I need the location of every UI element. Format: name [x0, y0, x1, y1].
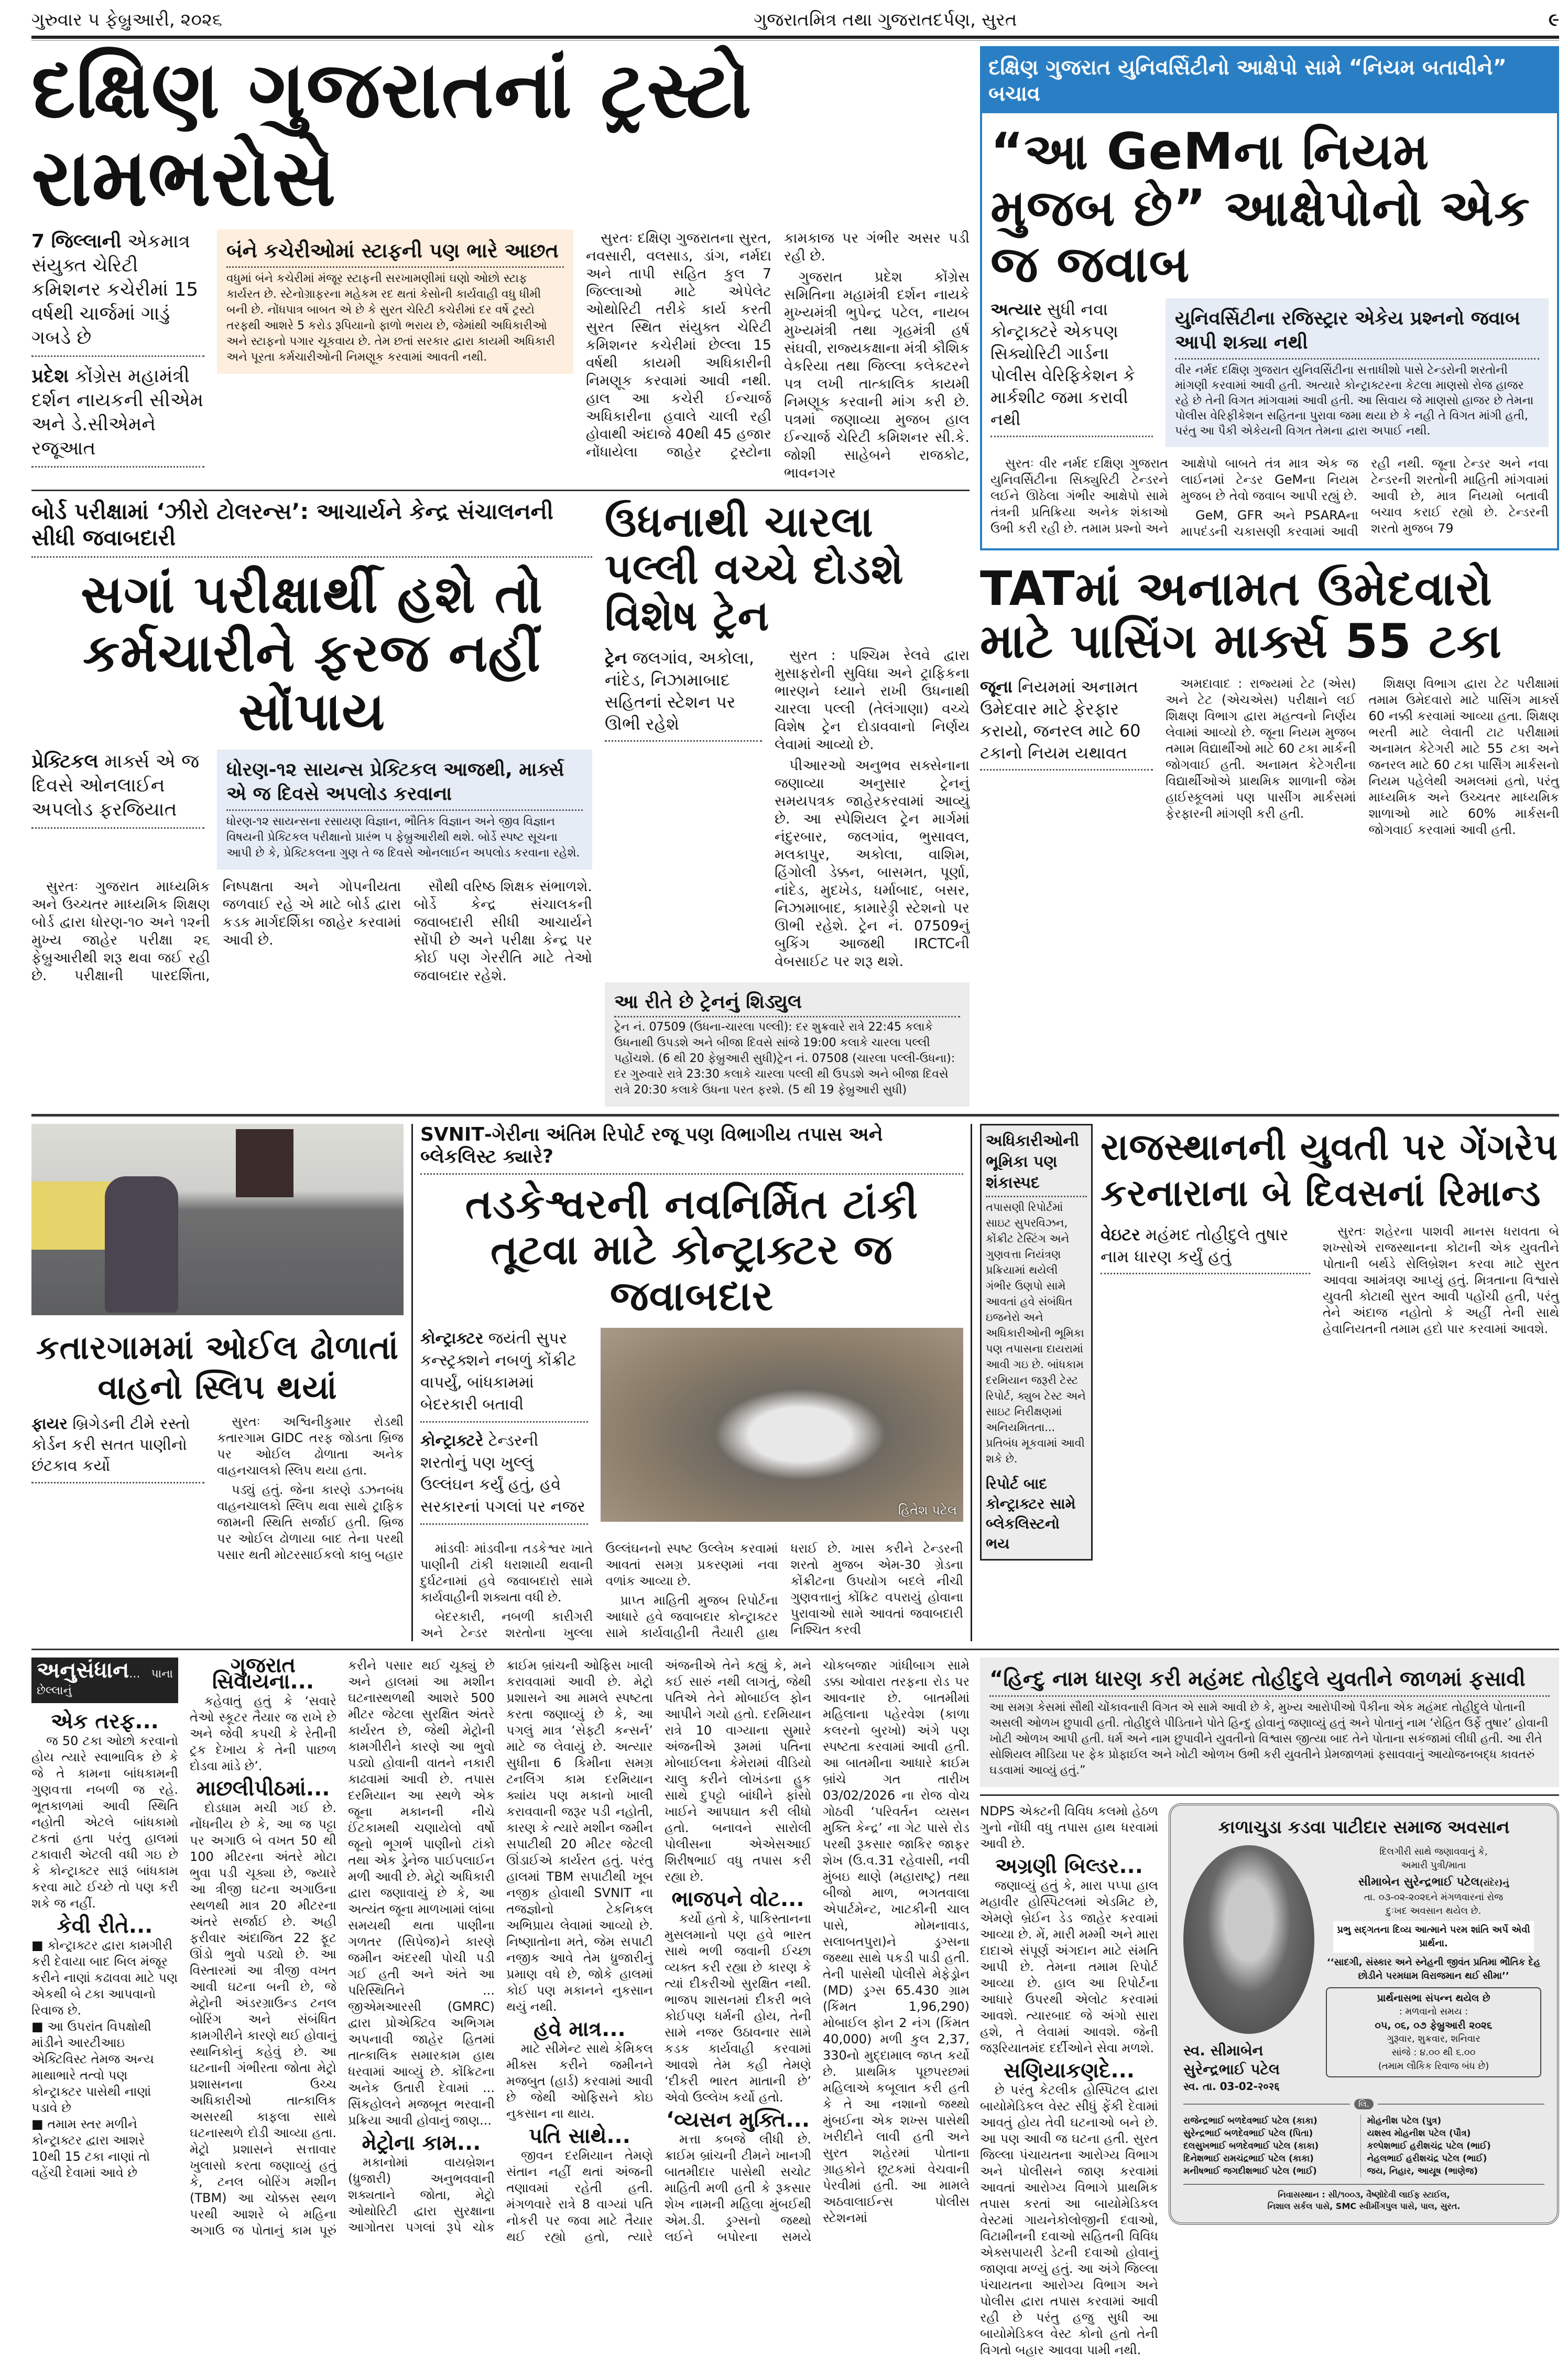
page-header: [31, 9, 1559, 30]
address-line: નિવાસસ્થાન : સી/૧૦૦૩, વૈષ્ણોદેવી લાઈફ સ્ટાઈલ,: [1278, 2189, 1450, 2200]
divider: [986, 1196, 1087, 1197]
schedule-text: ટ્રેન નં. 07509 (ઉધના-ચારલા પલ્લી): દર શુક્રવારે રાત્રે 22:45 કલાકે ઉધનાથી ઉપડશે અને બીજા દિવસે સાંજે 19:00 કલાકે ચારલા પલ્લી પહોંચશે. (6 થી 20 ફેબ્રુઆરી સુધી)ટ્રેન નં. 07508 (ચારલા પલ્લી-ઉધના): દર ગુરુવારે રાત્રે 23:30 કલાકે ચારલા પલ્લી થી ઉપડશે અને બીજા દિવસે રાત્રે 20:30 કલાકે ઉધના પરત ફરશે. (5 થી 19 ફેબ્રુઆરી સુધી): [614, 1020, 955, 1097]
caption-date: સ્વ. તા. 03-02-२०२६: [1183, 2079, 1280, 2093]
label-main: અનુસંધાન: [37, 1656, 129, 1683]
paragraph: ગુજરાત પ્રદેશ કોંગ્રેસ સમિતિના મહામંત્રી દર્શન નાયકે મુખ્યમંત્રી ભુપેન્દ્ર પટેલ, નાયબ મુખ્યમંત્રી તથા ગૃહમંત્રી હર્ષ સંઘવી, રાજ્યકક્ષાના મંત્રી કૌશિક વેકરિયા તથા જિલ્લા કલેક્ટરને પત્ર લખી તાત્કાલિક કાયમી નિમણૂક કરવાની માંગ કરી છે. પત્રમાં જણાવ્યા મુજબ હાલ ઈન્ચાર્જ ચેરિટી કમિશનર સી.કે. જોશી સાહેબને રાજકોટ, ભાવનગર: [784, 269, 970, 481]
sabha-note: (તમામ લૌકિક રિવાજ બંધ છે): [1378, 2060, 1489, 2072]
family-member: નેહલભાઈ હરીશચંદ્ર પટેલ (ભાઈ): [1367, 2153, 1487, 2164]
li-marker: લિ.: [1354, 2099, 1374, 2109]
continuations-section: [31, 1653, 970, 2245]
right-continuation-column: [980, 1803, 1158, 2362]
gem-story-body: [982, 447, 1557, 548]
intro-line: દિલગીરી સાથે જણાવવાનું કે,: [1379, 1846, 1488, 1857]
divider: [1101, 1273, 1310, 1274]
highlight-text: એકમાત્ર સંયુક્ત ચેરિટી કમિશનર કચેરીમાં 15 વર્ષથી ચાર્જમાં ગાડું ગબડે છે: [31, 231, 199, 349]
divider-line: [1183, 2104, 1350, 2105]
newspaper-name: ગુજરાતમિત્ર તથા ગુજરાતદર્પણ, સુરત: [754, 9, 1017, 30]
continuation-title: કેવી રીતે...: [57, 1913, 153, 1938]
board-story-grid: [31, 750, 592, 870]
katargam-body: [217, 1414, 404, 1566]
highlight: [31, 364, 204, 461]
obituary-title: કાળાચુડા કડવા પાટીદાર સમાજ અવસાન: [1218, 1816, 1510, 1838]
continuation-title: સણિયાકણદે...: [1004, 2058, 1135, 2083]
katargam-story: [31, 1124, 404, 1566]
broken-tank-photo: [601, 1328, 963, 1522]
family-member: સુરેન્દ્રભાઈ બળદેવભાઈ પટેલ (પિતા): [1183, 2128, 1313, 2139]
highlight-lead: પ્રેક્ટિકલ: [31, 751, 99, 772]
obituary-message: [1323, 1845, 1544, 2082]
highlight-text: જલગાંવ, અકોલા, નાંદેડ, નિઝામાબાદ સહિતનાં સ્ટેશન પર ઊભી રહેશે: [605, 647, 755, 734]
train-story-grid: [605, 647, 970, 974]
obituary-advertisement: [1169, 1803, 1559, 2225]
paragraph: NDPS એક્ટની વિવિધ કલમો હેઠળ ગુનો નોંધી વધુ તપાસ હાથ ધરવામાં આવી છે.: [980, 1803, 1158, 1851]
box-text: તપાસણી રિપોર્ટમાં સાઇટ સુપરવિઝન, કોંક્રીટ ટેસ્ટિંગ અને ગુણવત્તા નિયંત્રણ પ્રક્રિયામાં થયેલી ગંભીર ઉણપો સામે આવતાં હવે સંબંધિત ઇજનેરો અને અધિકારીઓની ભૂમિકા પણ તપાસના દાયરામાં આવી ગઇ છે. બાંધકામ દરમિયાન જરૂરી ટેસ્ટ રિપોર્ટ, ક્યુબ ટેસ્ટ અને સાઇટ નિરીક્ષણમાં અનિયમિતતા... પ્રતિબંધ મૂકવામાં આવી શકે છે.: [986, 1200, 1086, 1465]
paragraph: GeM, GFR અને PSARAના માપદંડની ચકાસણી કરવામાં આવી રહી નથી. જૂના ટેન્ડર અને નવા ટેન્ડરની શરતોની માહિતી માંગવામાં આવી છે, માત્ર નિયમો બતાવી બચાવ કરાઈ રહ્યો છે. ટેન્ડરની શરતો મુજબ 79: [1181, 456, 1549, 539]
box-title: અધિકારીઓની ભૂમિકા પણ શંકાસ્પદ: [986, 1131, 1080, 1192]
right-bottom-grid: [980, 1803, 1559, 2362]
portrait-caption: [1183, 2041, 1314, 2094]
highlight-text: કોંગ્રેસ મહામંત્રી દર્શન નાયકની સીએમ અને ડે.સીએમને રજૂઆત: [31, 365, 204, 459]
sabha-title: પ્રાર્થનાસભા સંપન્ન થયેલ છે: [1377, 1992, 1490, 2004]
highlight-text: સુધી નવા કોન્ટ્રાક્ટરે એકપણ સિક્યોરિટી ગાર્ડના પોલીસ વેરિફિકેશન કે માર્કશીટ જમા કરાવી નથી: [990, 299, 1135, 429]
continuations-label: [31, 1658, 178, 1703]
rajasthan-headline: રાજસ્થાનની યુવતી પર ગેંગરેપ કરનારાના બે દિવસનાં રિમાન્ડ: [1101, 1125, 1559, 1215]
family-member: મોહનીશ પટેલ (પુત્ર): [1367, 2115, 1442, 2126]
continuation-text: કહેવાતું હતું કે ‘સવારે તેઓ સ્કૂટર તૈયાર જ રાખે છે અને જેવી કપચી કે રેતીની ટ્રક દેખાય કે તેની પાછળ દોડવા માંડે છે’.: [190, 1693, 336, 1773]
tadkeshwar-tank-story: [411, 1124, 972, 1641]
section-rule: [31, 1114, 1559, 1117]
quote-text: ‘‘સાદગી, સંસ્કાર અને સ્નેહની જીવંત પ્રતિમા ભૌતિક દેહ છોડીને પરમધામ વિરાજમાન થઈ સીમા’’: [1326, 1956, 1541, 1981]
highlight-lead: વેઇટર: [1101, 1224, 1140, 1244]
continuation-text: જણાવ્યું હતું કે, મારા પપ્પા હાલ મહાવીર હોસ્પિટલમાં એડમિટ છે, એમણે બ્રેઈન ડેડ જાહેર કરવામાં આવ્યા છે. મેં, મારી મમ્મી અને મારા દાદાએ સંપૂર્ણ અંગદાન માટે સંમતિ આપી છે. તેમના તમામ રિપોર્ટ આવ્યા છે. હાલ આ રિપોર્ટના આધારે ઉપરથી એલોટ કરવામાં આવશે. ત્યારબાદ જે અંગો સારા હશે, તે લેવામાં આવશે. જેની જરૂરિયાતમંદ દર્દીઓને સેવા મળશે.: [980, 1878, 1158, 2055]
paragraph: અમદાવાદ : રાજ્યમાં ટેટ (એસ) અને ટેટ (એચએસ) પરીક્ષાને લઈ શિક્ષણ વિભાગ દ્વારા મહત્વનો નિર્ણય લેવામાં આવ્યો છે. જૂના નિયમ મુજબ તમામ વિદ્યાર્થીઓ માટે 60 ટકા માર્કની જોગવાઈ હતી. અનામત કેટેગરીના વિદ્યાર્થીઓએ પ્રાથમિક શાળાની જેમ હાઈસ્કૂલમાં પણ પાસીંગ માર્કસમાં ફેરફારની માંગણી કરી હતી.: [1166, 676, 1356, 821]
tat-story-grid: [980, 676, 1559, 838]
road-oil-photo: [31, 1124, 404, 1315]
photo-barrier: [31, 1182, 115, 1250]
gem-story-highlight: [990, 298, 1153, 445]
right-top-area: [980, 46, 1559, 838]
tat-story-body: [1166, 676, 1559, 838]
paragraph: પ્રાપ્ત માહિતી મુજબ રિપોર્ટના આધારે હવે જવાબદાર કોન્ટ્રાક્ટર સામે કાર્યવાહીની તૈયારી હાથ ધરાઈ છે. ખાસ કરીને ટેન્ડરની શરતો મુજબ એમ-30 ગ્રેડના કોંક્રીટના ઉપયોગ બદલે નીચી ગુણવત્તાનું કોંક્રિટ વપરાયું હોવાના પુરાવાઓ સામે આવતાં જવાબદારી નિશ્ચિત કરવી: [605, 1541, 963, 1640]
gem-story-grid: [982, 298, 1557, 447]
obituary-main: [1183, 1845, 1544, 2094]
tat-story: [980, 563, 1559, 839]
board-train-row: [31, 499, 970, 1107]
highlight-lead: 7 જિલ્લાની: [31, 231, 122, 252]
continuation-title: ભાજપને વોટ...: [671, 1887, 804, 1911]
train-schedule-box: [605, 982, 970, 1107]
label-sub: ... પાના છેલ્લાનું: [37, 1667, 173, 1697]
caption-name: સુરેન્દ્રભાઈ પટેલ: [1183, 2060, 1280, 2078]
paragraph: સુરતઃ શહેરના પાશવી માનસ ધરાવતા બે શખ્સોએ રાજસ્થાનના કોટાની એક યુવતીને પોતાની બર્થડે સેલિબ્રેશન કરવા માટે સુરત આવવા આમંત્રણ આપ્યું હતું. મિત્રતાના વિશ્વાસે યુવતી કોટાથી સુરત આવી પહોંચી હતી, પરંતુ તેને અંદાજ નહોતો કે અહીં તેની સાથે હેવાનિયતની તમામ હદો પાર કરવામાં આવશે.: [1323, 1223, 1559, 1336]
highlight-lead: અત્યાર: [990, 299, 1042, 319]
paragraph: શિક્ષણ વિભાગ દ્વારા ટેટ પરીક્ષામાં તમામ ઉમેદવારો માટે પાસિંગ માર્ક્સ 60 નક્કી કરવામાં આવ્યા હતા. શિક્ષણ ભરતી માટે લેવાતી ટાટ પરીક્ષામાં અનામત કેટેગરી માટે 55 ટકા અને જનરલ માટે 60 ટકા પાર્સિંગ માર્કસનો નિયમ પહેલેથી અમલમાં હતો, પરંતુ માધ્યમિક અને ઉચ્ચતર માધ્યમિક શાળાઓ માટે 60% માર્કસની જોગવાઈ કરવામાં આવી હતી.: [1368, 676, 1559, 838]
gem-story-banner: દક્ષિણ ગુજરાત યુનિવર્સિટીનો આક્ષેપો સામે “નિયમ બતાવીને” બચાવ: [982, 48, 1557, 113]
family-member: જય, નિહાર, આયૂષ (ભાણેજ): [1367, 2165, 1478, 2176]
top-story-headline: દક્ષિણ ગુજરાતનાં ટ્રસ્ટો રામભરોસે: [31, 45, 752, 224]
top-story-grid: [31, 230, 970, 482]
row-bottom: [31, 1653, 1559, 2362]
top-story-body: [586, 230, 970, 482]
paragraph: સુરત : પશ્ચિમ રેલવે દ્વારા મુસાફરોની સુવિધા અને ટ્રાફિકના ભારણને ધ્યાને રાખી ઉધનાથી ચારલા પલ્લી (તેલંગાણા) વચ્ચે વિશેષ ટ્રેન દોડાવવાનો નિર્ણય લેવામાં આવ્યો છે.: [775, 647, 970, 753]
photo-truck: [236, 1129, 293, 1197]
continuation-text: માટે સીમેન્ટ સાથે કેમિકલ મીક્સ કરીને જમીનને મજબુત (હાર્ડ) કરવામાં આવી છે જેથી ઓફિસને કોઇ નુકસાન ના થાય.: [506, 2041, 653, 2121]
board-story-body: [31, 878, 592, 985]
section-rule: [31, 490, 970, 491]
date-line: તા. ૦૩-૦૨-૨૦૨૬ને મંગળવારનાં રોજ: [1364, 1891, 1504, 1903]
box-text: વધુમાં બંને કચેરીમાં મંજૂર સ્ટાફની સરખામણીમાં ઘણો ઓછો સ્ટાફ કાર્યરત છે. સ્ટેનોગ્રાફરના મહેકમ રદ થતાં કેસોની કાર્યવાહી વધુ ધીમી બની છે. નોંધપાત્ર બાબત એ છે કે સુરત ચેરિટી કચેરીમાં દર વર્ષે ટ્રસ્ટો તરફથી આશરે 5 કરોડ રૂપિયાનો ફાળો ભરાય છે, જેમાંથી અધિકારીઓ અને સ્ટાફનો પગાર ચૂકવાય છે. તેમ છતાં સરકાર દ્વારા કાયમી અધિકારી અને પૂરતા કર્મચારીઓની નિમણૂક કરવામાં આવતી નથી.: [226, 272, 555, 364]
bullet-text: તમામ સ્તર મળીને કોન્ટ્રાક્ટર દ્વારા આશરે 10થી 15 ટકા નાણાં તો વહેંચી દેવામાં આવે છે: [31, 2116, 150, 2180]
highlight-text: મહંમદ તોહીદુલે તુષાર નામ ધારણ કર્યું હતું: [1101, 1224, 1289, 1266]
divider: [614, 1016, 960, 1017]
family-list-left: [1183, 2115, 1361, 2178]
divider: [31, 1482, 204, 1483]
gem-story: [980, 46, 1559, 550]
address-line: નિશાલ સર્કલ પાસે, SMC સ્વીમીંગપુલ પાસે, પાલ, સુરત.: [1267, 2201, 1461, 2211]
intro-line: અમારી પુત્રી/માતા: [1401, 1859, 1466, 1871]
header-rule-thin: [31, 40, 1559, 41]
divider: [1175, 358, 1539, 360]
page-number: ૯: [1548, 9, 1559, 30]
box-text: ધોરણ-૧૨ સાયન્સના રસાયણ વિજ્ઞાન, ભૌતિક વિજ્ઞાન અને જીવ વિજ્ઞાન વિષયની પ્રેક્ટિકલ પરીક્ષાનો પ્રારંભ ૫ ફેબ્રુઆરીથી થશે. બોર્ડે સ્પષ્ટ સૂચના આપી છે કે, પ્રેક્ટિકલના ગુણ તે જ દિવસે ઓનલાઈન અપલોડ કરવાના રહેશે.: [226, 815, 580, 860]
tat-story-highlight: [980, 676, 1153, 778]
special-train-story: [605, 499, 970, 1107]
continuation-title: પતિ સાથે...: [529, 2124, 630, 2148]
kicker-bold: SVNIT: [420, 1123, 484, 1145]
deceased-name: સીમાબેન સુરેન્દ્રભાઈ પટેલ: [1358, 1875, 1480, 1889]
continuation-title: ‘વ્યસન મુક્તિ...: [666, 2107, 810, 2132]
continuation-text: મત્તા કબજે લીધી છે. ક્રાઈમ બ્રાંચની ટીમને ખાનગી બાતમીદાર પાસેથી સચોટ માહિતી મળી હતી કે રૂકસાર શેખ નામની મહિલા મુંબઈથી એમ.ડી. ડ્રગ્સનો જથ્થો લઈને બપોરના સમયે ચોકબજાર ગાંધીબાગ સામે ડક્કા ઓવારા તરફના રોડ પર આવનાર છે. બાતમીમાં મહિલાના પહેરવેશ (કાળા કલરનો બુરખો) અંગે પણ સ્પષ્ટતા કરવામાં આવી હતી. આ બાતમીના આધારે ક્રાઈમ બ્રાંચે ગત તારીખ 03/02/2026 ના રોજ વોચ ગોઠવી ‘પરિવર્તન વ્યસન મુક્તિ કેન્દ્ર’ ના ગેટ પાસે રોડ પરથી રૂકસાર જાકિર જાફર શેખ (ઉ.વ.31 રહેવાસી, નવી મુંબઇ થાણે (મહારાષ્ટ્ર) તથા બીજો માળ, ભગતવાલા એપાર્ટમેન્ટ, ખાટકીની ચાલ પાસે, મોમનાવાડ, સલાબતપુરા)ને ડ્રગ્સના જથ્થા સાથે પકડી પાડી હતી. તેની પાસેથી પોલીસે મેફેડ્રોન (MD) ડ્રગ્સ 65.430 ગ્રામ (કિંમત 1,96,290) મોબાઈલ ફોન 2 નંગ (કિંમત 40,000) મળી કુલ 2,37, 330નો મુદ્દામાલ જપ્ત કર્યો છે. પ્રાથમિક પૂછપરછમાં મહિલાએ કબૂલાત કરી હતી કે તે આ નશાનો જથ્થો મુંબઈના એક શખ્સ પાસેથી ખરીદીને લાવી હતી અને સુરત શહેરમાં પોતાના ગ્રાહકોને છૂટકમાં વેચવાની પેરવીમાં હતી. આ મામલે અઠવાલાઈન્સ પોલીસ સ્ટેશનમાં: [665, 1658, 970, 2244]
continuation-text: છે પરંતુ કેટલીક હોસ્પિટલ દ્વારા બાયોમેડિકલ વેસ્ટ સીધું ફેંકી દેવામાં આવતું હોય તેવી ઘટનાઓ બને છે. આ પણ આવી જ ઘટના હતી. સુરત જિલ્લા પંચાયતના આરોગ્ય વિભાગ અને પોલીસને જાણ કરવામાં આવતાં આરોગ્ય વિભાગે પ્રાથમિક તપાસ કરતાં આ બાયોમેડિકલ વેસ્ટમાં ગાયનેકોલોજીની દવાઓ, વિટામીનની દવાઓ સહિતની વિવિધ એક્સપાયરી ડેટની દવાઓ હોવાનું જાણવા મળ્યું હતું. આ અંગે જિલ્લા પંચાયતના આરોગ્ય વિભાગ અને પોલીસ દ્વારા તપાસ કરવામાં આવી રહી છે પરંતુ હજુ સુધી આ બાયોમેડિકલ વેસ્ટ કોનો હતો તેની વિગતો બહાર આવવા પામી નથી.: [980, 2082, 1158, 2357]
divider: [420, 1173, 963, 1175]
divider: [226, 266, 564, 268]
sabha-days: ગુરૂવાર, શુક્રવાર, શનિવાર: [1387, 2033, 1480, 2044]
highlight-text: જયંતી સુપર કન્સ્ટ્રક્શને નબળું કોંક્રીટ વાપર્યું, બાંધકામમાં બેદરકારી બતાવી: [420, 1329, 576, 1414]
divider: [989, 1695, 1550, 1697]
rajasthan-body: [1323, 1223, 1559, 1340]
train-story-body: [775, 647, 970, 974]
highlight-lead: કોન્ટ્રાક્ટરે: [420, 1431, 484, 1450]
paragraph: પીઆરઓ અનુભવ સક્સેનાના જણાવ્યા અનુસાર ટ્રેનનું સમયપત્રક જાહેરકરવામાં આવ્યું છે. આ સ્પેશિયલ ટ્રેન માર્ગમાં નંદુરબાર, જલગાંવ, ભુસાવલ, મલકાપુર, અકોલા, વાશિમ, હિંગોલી ડેક્કન, બાસમત, પૂર્ણા, નાંદેડ, મુદખેડ, ધર્માબાદ, બસર, નિઝામાબાદ, કામારેડ્ડી સ્ટેશનો પર ઊભી રહેશે. ટ્રેન નં. 07509નું બુકિંગ આજથી IRCTCની વેબસાઈટ પર શરૂ થશે.: [775, 757, 970, 970]
family-member: દિનેશભાઈ રામચંદ્રભાઈ પટેલ (કાકા): [1183, 2153, 1314, 2164]
paragraph: માંડવીઃ માંડવીના તડકેશ્વર ખાતે પાણીની ટાંકી ધરાશાયી થવાની દુર્ઘટનામાં હવે જવાબદારો સામે કાર્યવાહીની શક્યતા વધી છે.: [420, 1541, 593, 1605]
top-story: [31, 46, 970, 482]
divider: [226, 809, 583, 811]
continuation-text: દોડધામ મચી ગઈ છે. નોંધનીય છે કે, આ જ પટ્ટા પર અગાઉ બે વખત 50 થી 100 મીટરના અંતરે મોટા ભુવા પડી ચૂક્યા છે, જ્યારે આ ત્રીજી ઘટના અગાઉના સ્થળથી માત્ર 20 મીટરના અંતરે સર્જાઈ છે. અહી ફરીવાર અંદાજિત 22 ફૂટ ઊંડો ભુવો પડ્યો છે. આ વિસ્તારમાં આ ત્રીજી વખત આવી ઘટના બની છે, જે મેટ્રોની અંડરગ્રાઉન્ડ ટનલ બોરિંગ અને સંબંધિત કામગીરીને કારણે થઈ હોવાનું સ્થાનિકોનું કહેવું છે. આ ઘટનાની ગંભીરતા જોતા મેટ્રો પ્રશાસનના ઉચ્ચ અધિકારીઓ તાત્કાલિક અસરથી કાફલા સાથે ઘટનાસ્થળે દોડી આવ્યા હતા. મેટ્રો પ્રશાસને સત્તાવાર ખુલાસો કરતા જણાવ્યું હતું કે, ટનલ બોરિંગ મશીન (TBM) આ ચોક્કસ સ્થળ પરથી આશરે બે મહિના અગાઉ જ પોતાનું કામ પૂરું કરીને પસાર થઈ ચૂક્યું છે અને હાલમાં આ મશીન ઘટનાસ્થળથી આશરે 500 મીટર જેટલા સુરક્ષિત અંતરે કાર્યરત છે, જેથી મેટ્રોની કામગીરીને કારણે આ ભુવો પડ્યો હોવાની વાતને નકારી કાઢવામાં આવી છે. તપાસ દરમિયાન આ સ્થળે એક જૂના મકાનની નીચે ઈંટકામથી ચણાયેલો વર્ષો જૂનો ભૂગર્ભ પાણીનો ટાંકો તથા એક ડ્રેનેજ પાઈપલાઈન મળી આવી છે. મેટ્રો અધિકારી દ્વારા જણાવાયું છે કે, આ અત્યંત જૂના માળખામાં લાંબા સમયથી થતા પાણીના ગળતર (સિપેજ)ને કારણે જમીન અંદરથી પોચી પડી ગઈ હતી અને અંતે આ પરિસ્થિતિને ... જીએમઆરસી (GMRC) દ્વારા પ્રોએક્ટિવ અભિગમ અપનાવી જાહેર હિતમાં તાત્કાલિક સમારકામ હાથ ધરવામાં આવ્યું છે. કોંક્રિટના અનેક ઉતારી દેવામાં ... સિંકહોલને મજબૂત ભરવાની પ્રક્રિયા આવી હોવાનું જાણ...: [190, 1658, 495, 2238]
continuation-title: અગ્રણી બિલ્ડર...: [995, 1854, 1143, 1878]
box-title: બંને કચેરીઓમાં સ્ટાફની પણ ભારે આછત: [226, 239, 559, 262]
box-title: ધોરણ-૧૨ સાયન્સ પ્રેક્ટિકલ આજથી, માર્ક્સ એ જ દિવસે અપલોડ કરવાના: [226, 759, 564, 805]
family-member: મનીષભાઈ જગદીશભાઈ પટેલ (ભાઈ): [1183, 2165, 1317, 2176]
highlight: [31, 230, 204, 350]
name-suffix: (રાંદેર)નું: [1479, 1877, 1509, 1888]
continuation-title: એક તરફ...: [51, 1709, 159, 1734]
tank-story-kicker: [420, 1124, 963, 1168]
issue-date: ગુરુવાર ૫ ફેબ્રુઆરી, ૨૦૨૬: [31, 9, 222, 30]
paragraph: સુરતઃ દક્ષિણ ગુજરાતના સુરત, નવસારી, વલસાડ, ડાંગ, નર્મદા અને તાપી સહિત કુલ 7 જિલ્લાઓ માટે એપેલેટ ઓથોરિટી તરીકે કાર્ય કરતી સુરત સ્થિત સંયુક્ત ચેરિટી કમિશનર કચેરીમાં છેલ્લા 15 વર્ષથી કાયમી અધિકારીની નિમણૂક કરવામાં આવી નથી. હાલ આ કચેરી ઈન્ચાર્જ અધિકારીના હવાલે ચાલી રહી હોવાથી અંદાજે 40થી 45 હજાર નોંધાયેલા જાહેર ટ્રસ્ટોના કામકાજ પર ગંભીર અસર પડી રહી છે.: [586, 230, 970, 460]
rajasthan-grid: [1101, 1223, 1559, 1340]
box-title: યુનિવર્સિટીના રજિસ્ટ્રાર એકેય પ્રશ્નનો જવાબ આપી શક્યા નથી: [1175, 307, 1520, 353]
highlight-lead: જૂના: [980, 677, 1012, 697]
divider: [31, 556, 592, 558]
practical-exam-box: [217, 750, 592, 870]
bullet-item: ■ કોન્ટ્રાક્ટર દ્વારા કામગીરી કરી દેવાયા બાદ બિલ મંજૂર કરીને નાણાં કઢાવવા માટે પણ એકથી બે ટકા આપવાનો રિવાજ છે.: [31, 1937, 178, 2018]
top-story-highlights: [31, 230, 204, 475]
kicker-text: -ગેરીના અંતિમ રિપોર્ટ રજૂ પણ વિભાગીય તપાસ અને બ્લેકલિસ્ટ ક્યારે?: [420, 1123, 883, 1167]
section-rule: [31, 1649, 1559, 1650]
family-member: દલસુખભાઈ બળદેવભાઈ પટેલ (કાકા): [1183, 2140, 1319, 2151]
tank-story-headline: તડકેશ્વરની નવનિર્મિત ટાંકી તૂટવા માટે કોન્ટ્રાક્ટર જ જવાબદાર: [465, 1180, 919, 1320]
highlight-text: નિયમમાં અનામત ઉમેદવાર માટે ફેરફાર કરાયો, જનરલ માટે 60 ટકાનો નિયમ યથાવત: [980, 677, 1141, 763]
divider: [990, 436, 1153, 437]
continuation-title: ગુજરાત સિવાયના...: [212, 1653, 314, 1694]
family-member: કલ્પેશભાઈ હરીશચંદ્ર પટેલ (ભાઈ): [1367, 2140, 1491, 2151]
continuation-text: મકાનોમાં વાયબ્રેશન (ધ્રુજારી) અનુભવવાની શક્યતાને જોતા, મેટ્રો ઓથોરિટી દ્વારા સુરક્ષાના આગોતરા પગલાં રૂપે ચોક ક્રાઈમ બ્રાંચની ઓફિસ ખાલી કરાવવામાં આવી છે. મેટ્રો પ્રશાસને આ મામલે સ્પષ્ટતા કરતા જણાવ્યું છે કે, આ પગલું માત્ર ‘સેફ્ટી કન્સર્ન’ માટે જ લેવાયું છે. અત્યાર સુધીના 6 કિમીના સમગ્ર ટનલિંગ કામ દરમિયાન ક્યાંય પણ મકાનો ખાલી કરાવવાની જરૂર પડી નહોતી, કારણ કે ત્યારે મશીન જમીન સપાટીથી 20 મીટર જેટલી ઊંડાઈએ કાર્યરત હતું. પરંતુ હાલમાં TBM સપાટીથી ખૂબ નજીક હોવાથી SVNIT ના તજજ્ઞોનો ટેકનિકલ અભિપ્રાય લેવામાં આવ્યો છે. નિષ્ણાતોના મતે, જેમ સપાટી નજીક આવે તેમ ધ્રુજારીનું પ્રમાણ વધે છે, જોકે હાલમાં કોઈ પણ મકાનને નુકસાન થયું નથી.: [348, 1658, 653, 2235]
divider: [420, 1421, 588, 1423]
sabha-dates: ૦૫, ૦૬, ૦૭ ફેબ્રુઆરી ૨૦૨૬: [1375, 2019, 1493, 2031]
family-divider: [1183, 2099, 1544, 2109]
train-story-headline: ઉધનાથી ચારલા પલ્લી વચ્ચે દોડશે વિશેષ ટ્રેન: [605, 497, 904, 641]
officials-role-box: [980, 1124, 1093, 1561]
bullet-list: [31, 1937, 178, 2181]
highlight-text: માર્ક્સ એ જ દિવસે ઓનલાઈન અપલોડ ફરજિયાત: [31, 751, 200, 820]
rajasthan-story: [1101, 1124, 1559, 1340]
train-story-highlight: [605, 647, 762, 749]
prayer-meeting-box: [1326, 1987, 1541, 2077]
row-middle: [31, 1124, 1559, 1641]
board-story-highlight: [31, 750, 204, 836]
gem-story-headline: “આ GeMના નિયમ મુજબ છે” આક્ષેપોનો એક જ જવાબ: [990, 122, 1530, 294]
bullet-item: ■ આ ઉપરાંત વિપક્ષોથી માંડીને આરટીઆઇ એક્ટિવિસ્ટ તેમજ અન્ય માથાભારે તત્વો પણ કોન્ટ્રાક્ટર પાસેથી નાણાં પડાવે છે: [31, 2019, 154, 2115]
continuation-title: મેટ્રોના કામ...: [362, 2130, 481, 2155]
family-member: યશસ્વ મોહનીશ પટેલ (પૌત્ર): [1367, 2128, 1471, 2139]
paragraph: પડ્યું હતું. જેના કારણે ડઝનબંધ વાહનચાલકો સ્લિપ થવા સાથે ટ્રાફિક જામની સ્થિતિ સર્જાઈ હતી. બ્રિજ પર ઓઈલ ઢોળાયા બાદ તેના પરથી પસાર થતી મોટરસાઈકલો કાબુ બહાર: [217, 1482, 404, 1562]
divider-line: [1378, 2104, 1544, 2105]
box-text: આ સમગ્ર કેસમાં સૌથી ચોંકાવનારી વિગત એ સામે આવી છે કે, મુખ્ય આરોપીઓ પૈકીના એક મહંમદ તોહીદુલે પોતાની અસલી ઓળખ છુપાવી હતી. તોહીદુલે પીડિતાને પોતે હિન્દુ હોવાનું જણાવ્યું હતું અને પોતાનું નામ ‘રોહિત ઉર્ફે તુષાર’ હોવાની ખોટી ઓળખ આપી હતી. ધર્મ અને નામ છુપાવીને યુવતીનો વિશ્વાસ જીત્યા બાદ તેને પોતાના સકંજામાં લીધી હતી. આ રીતે સોશિયલ મીડિયા પર ફેક પ્રોફાઈલ અને ખોટી ઓળખ ઉભી કરી યુવતીને પ્રેમજાળમાં ફસાવવાનું આયોજનબદ્ધ કાવતરું ઘડવામાં આવ્યું હતું.”: [989, 1701, 1549, 1777]
highlight-lead: ફાયર: [31, 1414, 68, 1433]
portrait-photo: [1183, 1845, 1314, 2034]
paragraph: સૌથી વરિષ્ઠ શિક્ષક સંભાળશે. બોર્ડે કેન્દ્ર સંચાલકની જવાબદારી સીધી આચાર્યને સોંપી છે અને પરીક્ષા કેન્દ્ર પર કોઈ પણ ગેરરીતિ માટે તેઓ જવાબદાર રહેશે.: [413, 879, 592, 984]
photo-riders: [105, 1176, 178, 1313]
katargam-headline: કતારગામમાં ઓઈલ ઢોળાતાં વાહનો સ્લિપ થયાં: [36, 1328, 399, 1406]
box-subheading: રિપોર્ટ બાદ કોન્ટ્રાક્ટર સામે બ્લેકલિસ્ટનો ભય: [986, 1475, 1076, 1552]
tank-story-body: [420, 1541, 963, 1641]
section-rule: [980, 1794, 1559, 1796]
box-text: વીર નર્મદ દક્ષિણ ગુજરાત યુનિવર્સિટીના સત્તાધીશો પાસે ટેન્ડરોની શરતોની માંગણી કરવામાં આવી હતી. અત્યારે કોન્ટ્રાક્ટરના કેટલા માણસો રોજ હાજર રહે છે તેની વિગત માંગવામાં આવી હતી. આ સિવાય જે માણસો હાજર છે તેમના પોલીસ વેરિફીકેશન સહિતના પુરાવા જમા થયા છે કે નહી તે વિગત માંગી હતી, પરંતુ આ પૈકી એકેયની વિગત તેમના દ્વારા અપાઈ નથી.: [1175, 363, 1534, 438]
fake-identity-box: [980, 1658, 1559, 1787]
divider: [31, 827, 204, 829]
paragraph: બેદરકારી, નબળી કારીગરી અને ટેન્ડર શરતોના ખુલ્લા ઉલ્લંઘનનો સ્પષ્ટ ઉલ્લેખ કરવામાં આવતાં સમગ્ર પ્રકરણમાં નવા વળાંક આવ્યા છે.: [420, 1541, 778, 1640]
continuation-title: હવે માત્ર...: [533, 2017, 626, 2041]
divider: [31, 355, 204, 357]
bullet-text: આ ઉપરાંત વિપક્ષોથી માંડીને આરટીઆઇ એક્ટિવિસ્ટ તેમજ અન્ય માથાભારે તત્વો પણ કોન્ટ્રાક્ટર પાસેથી નાણાં પડાવે છે: [31, 2019, 154, 2115]
family-list-right: [1367, 2115, 1545, 2178]
highlight-lead: પ્રદેશ: [31, 365, 69, 387]
header-rule: [31, 36, 1559, 39]
right-bottom-area: [980, 1658, 1559, 2362]
caption-name: સ્વ. સીમાબેન: [1183, 2041, 1264, 2059]
staff-shortage-box: [217, 230, 573, 374]
box-title: “હિન્દુ નામ ધારણ કરી મહંમદ તોહીદુલે યુવતીને જાળમાં ફસાવી: [989, 1666, 1526, 1691]
tank-story-highlights: [420, 1328, 588, 1532]
continuation-text: કર્યો હતો કે, પાકિસ્તાનના મુસલમાનો પણ હવે ભારત સાથે ભળી જવાની ઈચ્છા વ્યક્ત કરી રહ્યા છે કારણ કે ત્યાં દીકરીઓ સુરક્ષિત નથી. ભાજપ શાસનમાં દીકરી ભલે કોઈપણ ધર્મની હોય, તેની સામે નજર ઉઠાવનાર સામે કડક કાર્યવાહી કરવામાં આવશે તેમ કહી તેમણે ‘દીકરી ભારત માતાની છે’ એવો ઉલ્લેખ કર્યો હતો.: [665, 1911, 811, 2105]
highlight-lead: ટ્રેન: [605, 647, 627, 668]
divider: [605, 740, 762, 742]
sabha-hours: સાંજે : ૪.૦૦ થી ૬.૦૦: [1391, 2046, 1476, 2058]
family-lists: [1183, 2115, 1544, 2178]
divider: [980, 769, 1153, 771]
board-exam-story: [31, 499, 592, 985]
sabha-label: : મળવાનો સમય :: [1399, 2006, 1468, 2017]
family-member: રાજેન્દ્રભાઈ બળદેવભાઈ પટેલ (કાકા): [1183, 2115, 1317, 2126]
prayer-text: પ્રભુ સદ્ગતના દિવ્ય આત્માને પરમ શાંતિ અર્પે એવી પ્રાર્થના.: [1333, 1921, 1534, 1953]
board-story-headline: સગાં પરીક્ષાર્થી હશે તો કર્મચારીને ફરજ નહીં સોંપાય: [80, 564, 543, 742]
residence-address: [1183, 2184, 1544, 2212]
bullet-text: કોન્ટ્રાક્ટર દ્વારા કામગીરી કરી દેવાયા બાદ બિલ મંજૂર કરીને નાણાં કઢાવવા માટે પણ એકથી બે ટકા આપવાનો રિવાજ છે.: [31, 1937, 178, 2018]
paragraph: સુરતઃ ગુજરાત માધ્યમિક અને ઉચ્ચતર માધ્યમિક શિક્ષણ બોર્ડ દ્વારા ધોરણ-૧૦ અને ૧૨ની મુખ્ય જાહેર પરીક્ષા ૨૬ ફેબ્રુઆરીથી શરૂ થવા જઈ રહી છે. પરીક્ષાની પારદર્શિતા, નિષ્પક્ષતા અને ગોપનીયતા જળવાઈ રહે એ માટે બોર્ડ દ્વારા કડક માર્ગદર્શિકા જાહેર કરવામાં આવી છે.: [31, 879, 401, 984]
divider: [31, 466, 204, 468]
bullet-item: ■ તમામ સ્તર મળીને કોન્ટ્રાક્ટર દ્વારા આશરે 10થી 15 ટકા નાણાં તો વહેંચી દેવામાં આવે છે: [31, 2116, 150, 2180]
tat-story-headline: TATમાં અનામત ઉમેદવારો માટે પાસિંગ માર્ક્સ 55 ટકા: [980, 561, 1502, 669]
sad-line: દુઃખદ અવસાન થયેલ છે.: [1386, 1905, 1482, 1916]
paragraph: સુરતઃ અશ્વિનીકુમાર રોડથી કતારગામ GIDC તરફ જોડતા બ્રિજ પર ઓઈલ ઢોળાતા અનેક વાહનચાલકો સ્લિપ થયા હતા.: [217, 1414, 404, 1478]
divider: [420, 1523, 588, 1525]
continuation-title: માછલીપીઠમાં...: [196, 1776, 330, 1801]
highlight-text: ટેન્ડરની શરતોનું પણ ખુલ્લું ઉલ્લંઘન કર્યું હતું, હવે સરકારનાં પગલાં પર નજર: [420, 1431, 585, 1516]
paragraph: સુરતઃ વીર નર્મદ દક્ષિણ ગુજરાત યુનિવર્સિટીના સિક્યુરિટી ટેન્ડરને લઈને ઊઠેલા ગંભીર આક્ષેપો સામે તંત્રની પ્રતિક્રિયા અનેક શંકાઓ ઉભી કરી રહી છે. તમામ પ્રશ્નો અને આક્ષેપો બાબતે તંત્ર માત્ર એક જ લાઈનમાં ટેન્ડર GeMના નિયમ મુજબ છે તેવો જવાબ આપી રહ્યું છે.: [990, 456, 1358, 536]
rajasthan-highlight: [1101, 1223, 1310, 1282]
schedule-title: આ રીતે છે ટ્રેનનું શિડ્યુલ: [614, 991, 802, 1013]
board-story-kicker: બોર્ડ પરીક્ષામાં ‘ઝીરો ટોલરન્સ’: આચાર્યને કેન્દ્ર સંચાલનની સીધી જવાબદારી: [31, 499, 553, 550]
katargam-grid: [31, 1414, 404, 1566]
highlight-text: બ્રિગેડની ટીમે રસ્તો કોર્ડન કરી સતત પાણીનો છંટકાવ કર્યો: [31, 1414, 190, 1475]
continuation-text: જ 50 ટકા ઓછો કરવાનો હોય ત્યારે સ્વાભાવિક છે કે જે તે કામના બાંધકામની ગુણવત્તા નબળી જ રહે. ભૂતકાળમાં આવી સ્થિતિ નહોતી એટલે બાંધકામો ટકતાં હતા પરંતુ હાલમાં ટકાવારી એટલી વધી ગઇ છે કે કોન્ટ્રાક્ટર સારૂં બાંધકામ કરવા માટે ઈચ્છે તો પણ કરી શકે જ નહીં.: [31, 1733, 178, 1911]
photo-credit: હિતેશ પટેલ: [898, 1502, 957, 1518]
registrar-box: [1166, 298, 1549, 447]
continuation-text: જીવન દરમિયાન તેમણે સંતાન નહીં થતાં અંજની તણાવમાં રહેતી હતી. મંગળવારે રાત્રે 8 વાગ્યાં પતિ નોકરી પર જવા માટે તૈયાર થઈ રહ્યો હતો, ત્યારે અંજનીએ તેને કહ્યું કે, મને કઈ સારું નથી લાગતું, જેથી પતિએ તેને મોબાઈલ ફોન આપીને ગયો હતો. દરમિયાન રાત્રે 10 વાગ્યાના સુમારે અંજનીએ રૂમમાં પતિના મોબાઈલના કેમેરામાં વીડિયો ચાલુ કરીને લોખંડના હુક સાથે દુપટ્ટો બાંધીને ફાંસો ખાઈને આપઘાત કરી લીધો હતો. બનાવને સારોલી પોલીસના એએસઆઈ શિરીષભાઈ વધુ તપાસ કરી રહ્યા છે.: [506, 1658, 811, 2244]
highlight-lead: કોન્ટ્રાક્ટર: [420, 1329, 484, 1348]
left-top-area: [31, 46, 970, 1107]
katargam-highlight: [31, 1414, 204, 1491]
tank-story-grid: [420, 1328, 963, 1532]
row-top: [31, 46, 1559, 1107]
portrait-column: [1183, 1845, 1314, 2094]
